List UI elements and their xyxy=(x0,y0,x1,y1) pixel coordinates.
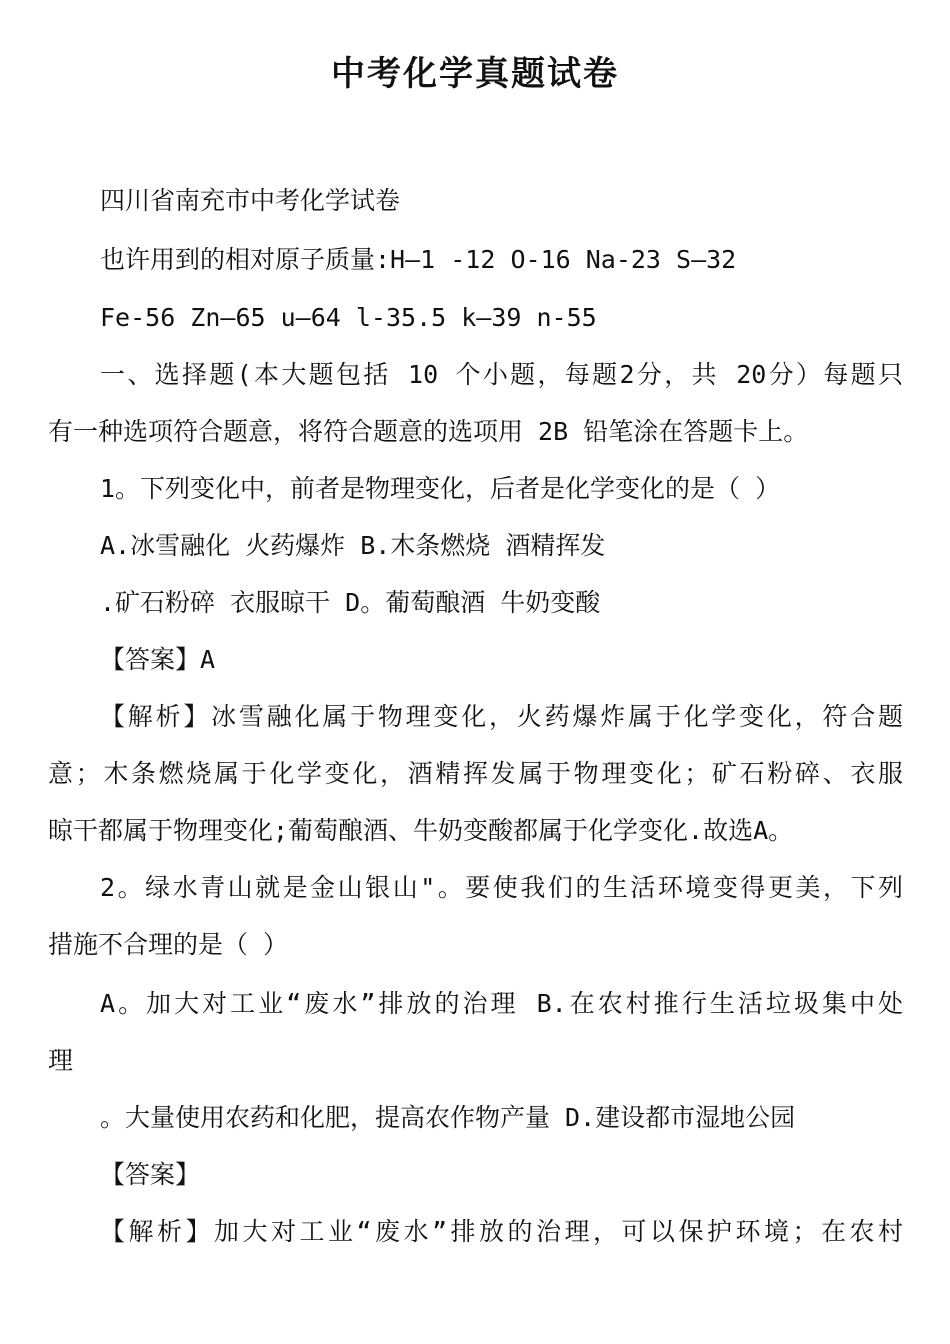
text-line-section-heading: 一、选择题(本大题包括 10 个小题，每题2分，共 20分）每题只 xyxy=(100,360,903,389)
document-title: 中考化学真题试卷 xyxy=(331,54,619,94)
text-line-q2-options-ab-cont: 理 xyxy=(48,1046,74,1075)
text-line-section-instructions: 有一种选项符合题意，将符合题意的选项用 2B 铅笔涂在答题卡上。 xyxy=(48,417,809,446)
text-line-q2-analysis-1: 【解析】加大对工业“废水”排放的治理，可以保护环境；在农村 xyxy=(100,1217,903,1246)
text-line-q1-analysis-1: 【解析】冰雪融化属于物理变化，火药爆炸属于化学变化，符合题 xyxy=(100,702,903,731)
text-line-atomic-mass-1: 也许用到的相对原子质量:H—1 -12 O-16 Na-23 S—32 xyxy=(100,245,737,274)
text-line-atomic-mass-2: Fe-56 Zn—65 u—64 l-35.5 k—39 n-55 xyxy=(100,303,597,332)
text-line-q1-options-ab: A.冰雪融化 火药爆炸 B.木条燃烧 酒精挥发 xyxy=(100,531,606,560)
text-line-q2-answer: 【答案】 xyxy=(100,1160,201,1189)
text-line-q1-analysis-2: 意；木条燃烧属于化学变化，酒精挥发属于物理变化；矿石粉碎、衣服 xyxy=(48,759,903,788)
text-line-question-2-cont: 措施不合理的是（ ） xyxy=(48,930,289,959)
text-line-question-2: 2。绿水青山就是金山银山"。要使我们的生活环境变得更美，下列 xyxy=(100,873,903,902)
text-line-q2-options-ab: A。加大对工业“废水”排放的治理 B.在农村推行生活垃圾集中处 xyxy=(100,989,903,1018)
text-line-q1-options-cd: .矿石粉碎 衣服晾干 D。葡萄酿酒 牛奶变酸 xyxy=(100,588,601,617)
text-line-q1-answer: 【答案】A xyxy=(100,645,216,674)
text-line-question-1: 1。下列变化中，前者是物理变化，后者是化学变化的是（ ） xyxy=(100,474,781,503)
text-line-q1-analysis-3: 晾干都属于物理变化;葡萄酿酒、牛奶变酸都属于化学变化.故选A。 xyxy=(48,816,794,845)
text-line-q2-options-cd: 。大量使用农药和化肥，提高农作物产量 D.建设都市湿地公园 xyxy=(100,1103,796,1132)
text-line-exam-name: 四川省南充市中考化学试卷 xyxy=(100,186,401,215)
